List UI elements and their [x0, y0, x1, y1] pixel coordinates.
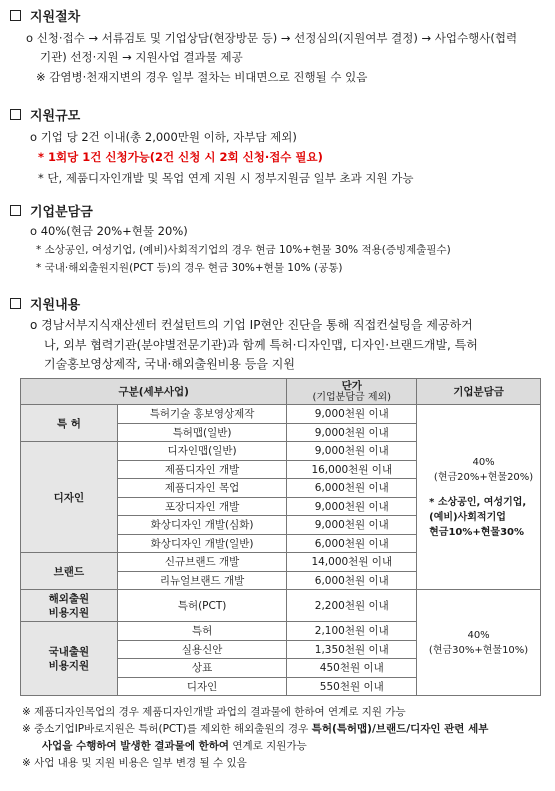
price-cell: 16,000천원 이내 — [287, 460, 417, 479]
checkbox-square-icon — [10, 298, 21, 309]
note-2: ※ 중소기업IP바로지원은 특허(PCT)를 제외한 해외출원의 경우 특허(특허맵)/브랜드/디자인 관련 세부 — [22, 723, 489, 735]
category-brand: 브랜드 — [21, 553, 118, 590]
item-cell: 화상디자인 개발(일반) — [117, 534, 287, 553]
category-patent: 특 허 — [21, 405, 118, 442]
item-cell: 디자인맵(일반) — [117, 442, 287, 461]
section-share-title: 기업분담금 — [10, 201, 93, 220]
header-price: 단가 (기업분담금 제외) — [287, 379, 417, 405]
price-cell: 1,350천원 이내 — [287, 640, 417, 659]
price-cell: 450천원 이내 — [287, 659, 417, 678]
price-cell: 6,000천원 이내 — [287, 534, 417, 553]
item-cell: 포장디자인 개발 — [117, 497, 287, 516]
table-row — [21, 405, 541, 424]
category-design: 디자인 — [21, 442, 118, 553]
price-cell: 9,000천원 이내 — [287, 497, 417, 516]
price-cell: 2,200천원 이내 — [287, 590, 417, 622]
procedure-line-2: 기관) 선정·지원 → 지원사업 결과물 제공 — [40, 50, 243, 64]
price-cell: 9,000천원 이내 — [287, 516, 417, 535]
item-cell: 화상디자인 개발(심화) — [117, 516, 287, 535]
item-cell: 특허(PCT) — [117, 590, 287, 622]
procedure-line-1: o 신청·접수 → 서류검토 및 기업상담(현장방문 등) → 선정심의(지원여부 결정) → 사업수행사(협력 — [26, 31, 518, 45]
scale-line-3: * 단, 제품디자인개발 및 목업 연계 지원 시 정부지원금 일부 초과 지원 가능 — [38, 171, 414, 185]
note-1: ※ 제품디자인목업의 경우 제품디자인개발 과업의 결과물에 한하여 연계로 지원 가능 — [22, 706, 406, 718]
scale-highlight: * 1회당 1건 신청가능(2건 신청 시 2회 신청·접수 필요) — [38, 150, 323, 164]
note-4: ※ 사업 내용 및 지원 비용은 일부 변경 될 수 있음 — [22, 757, 247, 769]
item-cell: 제품디자인 개발 — [117, 460, 287, 479]
price-cell: 9,000천원 이내 — [287, 442, 417, 461]
share-line-3: * 국내·해외출원지원(PCT 등)의 경우 현금 30%+현물 10% (공통) — [36, 262, 343, 274]
item-cell: 상표 — [117, 659, 287, 678]
section-content-title: 지원내용 — [10, 294, 80, 313]
section-procedure-title: 지원절차 — [10, 6, 80, 25]
header-share: 기업분담금 — [417, 379, 541, 405]
item-cell: 제품디자인 목업 — [117, 479, 287, 498]
note-3: 사업을 수행하여 발생한 결과물에 한하여 연계로 지원가능 — [42, 740, 307, 752]
share-cell-application: 40% (현금30%+현물10%) — [417, 590, 541, 696]
item-cell: 실용신안 — [117, 640, 287, 659]
header-category: 구분(세부사업) — [21, 379, 287, 405]
price-cell: 14,000천원 이내 — [287, 553, 417, 572]
content-line-3: 기술홍보영상제작, 국내·해외출원비용 등을 지원 — [44, 357, 295, 371]
support-table — [20, 378, 541, 696]
share-cell-general: 40% (현금20%+현물20%) * 소상공인, 여성기업, (예비)사회적기업 현금10%+현물30% — [417, 405, 541, 590]
section-scale-title: 지원규모 — [10, 105, 80, 124]
table-row — [21, 590, 541, 622]
item-cell: 특허맵(일반) — [117, 423, 287, 442]
price-cell: 2,100천원 이내 — [287, 622, 417, 641]
procedure-note: ※ 감염병·천재지변의 경우 일부 절차는 비대면으로 진행될 수 있음 — [36, 70, 368, 84]
price-cell: 6,000천원 이내 — [287, 479, 417, 498]
checkbox-square-icon — [10, 109, 21, 120]
share-line-2: * 소상공인, 여성기업, (예비)사회적기업의 경우 현금 10%+현물 30% 적용(증빙제출필수) — [36, 244, 451, 256]
item-cell: 신규브랜드 개발 — [117, 553, 287, 572]
share-line-1: o 40%(현금 20%+현물 20%) — [30, 224, 188, 238]
price-cell: 9,000천원 이내 — [287, 405, 417, 424]
scale-line-1: o 기업 당 2건 이내(총 2,000만원 이하, 자부담 제외) — [30, 130, 297, 144]
checkbox-square-icon — [10, 205, 21, 216]
table-header-row — [21, 379, 541, 405]
item-cell: 리뉴얼브랜드 개발 — [117, 571, 287, 590]
price-cell: 9,000천원 이내 — [287, 423, 417, 442]
item-cell: 디자인 — [117, 677, 287, 696]
item-cell: 특허기술 홍보영상제작 — [117, 405, 287, 424]
price-cell: 6,000천원 이내 — [287, 571, 417, 590]
content-line-2: 나, 외부 협력기관(분야별전문기관)과 함께 특허·디자인맵, 디자인·브랜드개발, 특허 — [44, 338, 478, 352]
price-cell: 550천원 이내 — [287, 677, 417, 696]
category-domestic: 국내출원 비용지원 — [21, 622, 118, 696]
category-overseas: 해외출원 비용지원 — [21, 590, 118, 622]
content-line-1: o 경남서부지식재산센터 컨설턴트의 기업 IP현안 진단을 통해 직접컨설팅을 제공하거 — [30, 318, 473, 332]
item-cell: 특허 — [117, 622, 287, 641]
checkbox-square-icon — [10, 10, 21, 21]
